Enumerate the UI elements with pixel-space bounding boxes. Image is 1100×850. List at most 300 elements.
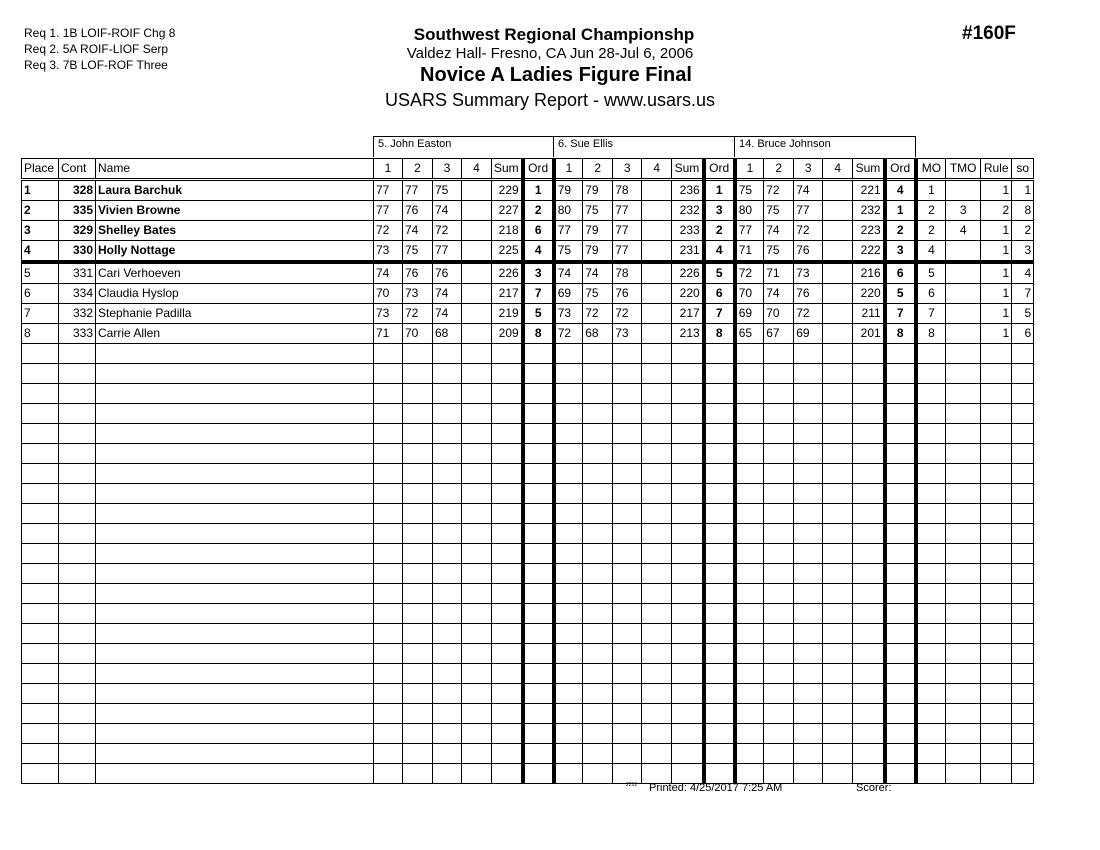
empty-cell — [433, 504, 462, 524]
empty-cell — [916, 644, 946, 664]
empty-cell — [492, 764, 523, 784]
empty-cell — [523, 524, 554, 544]
judge-2-score-4 — [642, 324, 672, 344]
empty-cell — [823, 744, 853, 764]
empty-cell — [554, 544, 583, 564]
empty-cell — [642, 544, 672, 564]
empty-cell — [672, 664, 704, 684]
empty-cell — [1012, 524, 1034, 544]
empty-cell — [735, 404, 764, 424]
empty-cell — [735, 644, 764, 664]
empty-cell — [794, 384, 823, 404]
empty-cell — [403, 604, 433, 624]
empty-cell — [433, 644, 462, 664]
empty-cell — [1012, 684, 1034, 704]
empty-cell — [823, 664, 853, 684]
empty-cell — [22, 484, 59, 504]
empty-cell — [554, 344, 583, 364]
name-cell: Laura Barchuk — [96, 180, 374, 201]
empty-cell — [492, 744, 523, 764]
judge-2-ordinal: 3 — [704, 201, 735, 221]
judge-1-score-2: 72 — [403, 304, 433, 324]
empty-cell — [1012, 764, 1034, 784]
empty-cell — [613, 744, 642, 764]
empty-cell — [672, 484, 704, 504]
cont-cell: 332 — [59, 304, 96, 324]
rule-cell: 1 — [981, 304, 1012, 324]
empty-cell — [403, 524, 433, 544]
cont-cell: 330 — [59, 241, 96, 263]
empty-cell — [583, 744, 613, 764]
judge-1-score-2: 73 — [403, 284, 433, 304]
so-cell: 6 — [1012, 324, 1034, 344]
judge-1-ordinal: 1 — [523, 180, 554, 201]
empty-cell — [981, 564, 1012, 584]
empty-cell — [764, 404, 794, 424]
empty-cell — [492, 504, 523, 524]
judge-2-score-2: 79 — [583, 221, 613, 241]
empty-cell — [554, 684, 583, 704]
empty-cell — [554, 664, 583, 684]
empty-cell — [433, 604, 462, 624]
empty-cell — [59, 544, 96, 564]
empty-cell — [403, 384, 433, 404]
empty-cell — [672, 604, 704, 624]
empty-cell — [704, 744, 735, 764]
judge-2-score-2: 75 — [583, 284, 613, 304]
empty-cell — [981, 504, 1012, 524]
empty-cell — [1012, 624, 1034, 644]
judge-1-score-1: 73 — [374, 241, 403, 263]
empty-cell — [583, 544, 613, 564]
judge-1-score-2: 76 — [403, 262, 433, 284]
judge-3-score-1: 80 — [735, 201, 764, 221]
empty-cell — [96, 644, 374, 664]
empty-cell — [823, 464, 853, 484]
empty-cell — [403, 344, 433, 364]
empty-cell — [642, 744, 672, 764]
empty-row — [22, 624, 1034, 644]
empty-cell — [1012, 724, 1034, 744]
mo-cell: 2 — [916, 221, 946, 241]
judge-3-score-3: 74 — [794, 180, 823, 201]
empty-cell — [704, 444, 735, 464]
empty-cell — [613, 384, 642, 404]
empty-cell — [554, 564, 583, 584]
col-j2-4: 4 — [642, 159, 672, 180]
empty-cell — [433, 564, 462, 584]
col-j2-1: 1 — [554, 159, 583, 180]
empty-row — [22, 664, 1034, 684]
judge-3-score-4 — [823, 262, 853, 284]
empty-cell — [704, 484, 735, 504]
place-cell: 2 — [22, 201, 59, 221]
empty-cell — [853, 444, 885, 464]
empty-cell — [672, 744, 704, 764]
empty-cell — [613, 724, 642, 744]
empty-cell — [642, 664, 672, 684]
empty-cell — [96, 464, 374, 484]
empty-cell — [462, 664, 492, 684]
empty-cell — [853, 724, 885, 744]
empty-cell — [946, 664, 981, 684]
empty-cell — [59, 524, 96, 544]
empty-cell — [916, 424, 946, 444]
empty-cell — [22, 464, 59, 484]
empty-cell — [981, 524, 1012, 544]
empty-cell — [853, 624, 885, 644]
empty-cell — [823, 724, 853, 744]
empty-cell — [613, 604, 642, 624]
empty-cell — [946, 504, 981, 524]
empty-cell — [946, 524, 981, 544]
judge-3-score-4 — [823, 304, 853, 324]
judge-2-score-1: 80 — [554, 201, 583, 221]
empty-cell — [823, 644, 853, 664]
empty-cell — [374, 424, 403, 444]
empty-cell — [794, 404, 823, 424]
judge-3-score-2: 74 — [764, 221, 794, 241]
empty-cell — [735, 444, 764, 464]
judge-3-score-2: 75 — [764, 201, 794, 221]
empty-cell — [823, 544, 853, 564]
empty-cell — [374, 544, 403, 564]
empty-cell — [374, 404, 403, 424]
empty-cell — [823, 504, 853, 524]
empty-cell — [433, 424, 462, 444]
judge-1-score-1: 70 — [374, 284, 403, 304]
name-cell: Stephanie Padilla — [96, 304, 374, 324]
empty-cell — [794, 684, 823, 704]
empty-cell — [613, 684, 642, 704]
empty-cell — [946, 604, 981, 624]
judge-2-score-4 — [642, 241, 672, 263]
empty-cell — [492, 344, 523, 364]
empty-cell — [764, 504, 794, 524]
cont-cell: 328 — [59, 180, 96, 201]
judge-1-score-2: 74 — [403, 221, 433, 241]
place-cell: 4 — [22, 241, 59, 263]
empty-cell — [374, 764, 403, 784]
empty-cell — [794, 724, 823, 744]
empty-cell — [853, 604, 885, 624]
empty-cell — [981, 604, 1012, 624]
judge-2-ordinal: 7 — [704, 304, 735, 324]
empty-cell — [981, 384, 1012, 404]
tmo-cell — [946, 262, 981, 284]
judge-1-score-4 — [462, 284, 492, 304]
empty-cell — [1012, 464, 1034, 484]
empty-row — [22, 464, 1034, 484]
empty-cell — [885, 624, 916, 644]
empty-row — [22, 524, 1034, 544]
empty-cell — [492, 544, 523, 564]
place-cell: 1 — [22, 180, 59, 201]
judge-2-score-2: 75 — [583, 201, 613, 221]
empty-cell — [554, 444, 583, 464]
empty-cell — [433, 664, 462, 684]
cont-cell: 334 — [59, 284, 96, 304]
judge-2-score-2: 68 — [583, 324, 613, 344]
empty-cell — [433, 704, 462, 724]
empty-cell — [433, 364, 462, 384]
empty-cell — [981, 444, 1012, 464]
empty-cell — [946, 684, 981, 704]
empty-cell — [981, 644, 1012, 664]
empty-cell — [735, 604, 764, 624]
mo-cell: 1 — [916, 180, 946, 201]
empty-cell — [22, 364, 59, 384]
empty-cell — [672, 364, 704, 384]
empty-cell — [853, 364, 885, 384]
empty-cell — [22, 504, 59, 524]
empty-cell — [885, 484, 916, 504]
mo-cell: 5 — [916, 262, 946, 284]
empty-cell — [613, 584, 642, 604]
empty-cell — [96, 564, 374, 584]
judge-1-ordinal: 5 — [523, 304, 554, 324]
empty-cell — [583, 704, 613, 724]
empty-cell — [59, 704, 96, 724]
empty-cell — [704, 604, 735, 624]
col-j3-3: 3 — [794, 159, 823, 180]
empty-cell — [433, 484, 462, 504]
empty-cell — [403, 544, 433, 564]
empty-cell — [823, 564, 853, 584]
empty-cell — [764, 524, 794, 544]
empty-cell — [462, 524, 492, 544]
table-row — [22, 304, 1034, 324]
judge-2-score-1: 74 — [554, 262, 583, 284]
empty-cell — [885, 744, 916, 764]
empty-cell — [823, 524, 853, 544]
empty-cell — [853, 744, 885, 764]
judge-3-score-3: 76 — [794, 284, 823, 304]
empty-cell — [462, 444, 492, 464]
empty-cell — [22, 444, 59, 464]
column-header-row — [22, 159, 1034, 180]
empty-cell — [22, 564, 59, 584]
empty-row — [22, 504, 1034, 524]
rule-cell: 1 — [981, 284, 1012, 304]
empty-cell — [492, 664, 523, 684]
judge-3-ordinal: 8 — [885, 324, 916, 344]
empty-cell — [613, 564, 642, 584]
empty-cell — [59, 764, 96, 784]
empty-cell — [794, 584, 823, 604]
empty-cell — [403, 744, 433, 764]
empty-row — [22, 544, 1034, 564]
judge-3-ordinal: 4 — [885, 180, 916, 201]
judge-3-score-1: 70 — [735, 284, 764, 304]
empty-cell — [642, 444, 672, 464]
judge-2-score-2: 79 — [583, 241, 613, 263]
empty-cell — [523, 644, 554, 664]
empty-cell — [492, 724, 523, 744]
col-name: Name — [96, 159, 374, 180]
empty-cell — [554, 764, 583, 784]
empty-cell — [981, 664, 1012, 684]
empty-cell — [764, 764, 794, 784]
judge-1-ordinal: 8 — [523, 324, 554, 344]
empty-cell — [96, 724, 374, 744]
empty-cell — [885, 584, 916, 604]
empty-cell — [885, 664, 916, 684]
empty-cell — [764, 464, 794, 484]
empty-cell — [462, 344, 492, 364]
judge-1-score-3: 74 — [433, 201, 462, 221]
judge-3-score-2: 71 — [764, 262, 794, 284]
empty-cell — [433, 544, 462, 564]
empty-cell — [704, 764, 735, 784]
empty-cell — [22, 524, 59, 544]
empty-cell — [462, 404, 492, 424]
judge-1-score-3: 75 — [433, 180, 462, 201]
empty-cell — [403, 364, 433, 384]
empty-cell — [583, 344, 613, 364]
judge-2-ordinal: 1 — [704, 180, 735, 201]
judge-3-score-1: 71 — [735, 241, 764, 263]
venue-date: Valdez Hall- Fresno, CA Jun 28-Jul 6, 2006 — [406, 45, 694, 62]
empty-cell — [764, 344, 794, 364]
requirement-2: Req 2. 5A ROIF-LIOF Serp — [24, 42, 169, 56]
empty-cell — [672, 764, 704, 784]
empty-cell — [613, 424, 642, 444]
judge-3-score-4 — [823, 241, 853, 263]
empty-cell — [981, 744, 1012, 764]
empty-cell — [613, 664, 642, 684]
empty-cell — [613, 524, 642, 544]
empty-cell — [583, 684, 613, 704]
judge-3-score-4 — [823, 201, 853, 221]
empty-cell — [523, 624, 554, 644]
empty-cell — [1012, 364, 1034, 384]
col-j1-sum: Sum — [492, 159, 523, 180]
judge-1-score-1: 73 — [374, 304, 403, 324]
empty-cell — [433, 524, 462, 544]
empty-cell — [583, 464, 613, 484]
empty-cell — [523, 584, 554, 604]
judge-3-score-2: 72 — [764, 180, 794, 201]
judge-3-score-2: 70 — [764, 304, 794, 324]
judge-1-score-1: 72 — [374, 221, 403, 241]
judge-3-score-1: 77 — [735, 221, 764, 241]
empty-cell — [613, 484, 642, 504]
empty-cell — [916, 684, 946, 704]
empty-cell — [764, 424, 794, 444]
empty-cell — [492, 584, 523, 604]
empty-cell — [59, 664, 96, 684]
empty-cell — [1012, 504, 1034, 524]
empty-cell — [946, 584, 981, 604]
empty-row — [22, 484, 1034, 504]
cont-cell: 331 — [59, 262, 96, 284]
empty-cell — [374, 504, 403, 524]
empty-cell — [433, 444, 462, 464]
name-cell: Claudia Hyslop — [96, 284, 374, 304]
empty-cell — [946, 544, 981, 564]
empty-cell — [735, 364, 764, 384]
empty-cell — [735, 484, 764, 504]
judge-3-score-3: 72 — [794, 221, 823, 241]
empty-cell — [794, 544, 823, 564]
empty-cell — [492, 384, 523, 404]
empty-cell — [96, 384, 374, 404]
empty-cell — [794, 704, 823, 724]
empty-row — [22, 424, 1034, 444]
empty-cell — [642, 504, 672, 524]
col-j1-ord: Ord — [523, 159, 554, 180]
event-title: Novice A Ladies Figure Final — [420, 64, 692, 86]
empty-cell — [981, 584, 1012, 604]
empty-cell — [981, 404, 1012, 424]
empty-cell — [403, 504, 433, 524]
judge-2-score-4 — [642, 201, 672, 221]
empty-cell — [885, 444, 916, 464]
empty-cell — [853, 544, 885, 564]
empty-cell — [704, 524, 735, 544]
empty-cell — [433, 764, 462, 784]
judge-2-score-3: 78 — [613, 180, 642, 201]
empty-cell — [885, 764, 916, 784]
empty-cell — [735, 684, 764, 704]
judge-2-score-2: 72 — [583, 304, 613, 324]
empty-cell — [492, 524, 523, 544]
empty-cell — [642, 344, 672, 364]
judge-1-score-3: 68 — [433, 324, 462, 344]
empty-cell — [613, 444, 642, 464]
judge-3-score-4 — [823, 180, 853, 201]
empty-cell — [374, 484, 403, 504]
empty-cell — [1012, 544, 1034, 564]
empty-cell — [853, 464, 885, 484]
mo-cell: 8 — [916, 324, 946, 344]
judge-1-score-3: 76 — [433, 262, 462, 284]
empty-cell — [433, 684, 462, 704]
empty-cell — [735, 624, 764, 644]
judge-1-sum: 226 — [492, 262, 523, 284]
judge-2-ordinal: 2 — [704, 221, 735, 241]
judge-1-score-4 — [462, 241, 492, 263]
judge-2-header: 6. Sue Ellis — [553, 136, 735, 157]
judge-2-sum: 232 — [672, 201, 704, 221]
empty-cell — [462, 564, 492, 584]
empty-cell — [523, 744, 554, 764]
empty-cell — [916, 584, 946, 604]
empty-cell — [96, 764, 374, 784]
empty-cell — [704, 704, 735, 724]
empty-cell — [59, 644, 96, 664]
judge-2-score-4 — [642, 304, 672, 324]
judge-2-score-4 — [642, 180, 672, 201]
judge-1-score-4 — [462, 221, 492, 241]
empty-cell — [96, 344, 374, 364]
judge-3-score-1: 65 — [735, 324, 764, 344]
judge-3-ordinal: 2 — [885, 221, 916, 241]
empty-cell — [704, 724, 735, 744]
col-j1-2: 2 — [403, 159, 433, 180]
empty-row — [22, 644, 1034, 664]
empty-cell — [59, 604, 96, 624]
empty-cell — [1012, 664, 1034, 684]
empty-cell — [916, 464, 946, 484]
empty-cell — [554, 424, 583, 444]
empty-cell — [916, 604, 946, 624]
judge-2-score-4 — [642, 221, 672, 241]
empty-row — [22, 564, 1034, 584]
judge-2-sum: 220 — [672, 284, 704, 304]
empty-cell — [672, 724, 704, 744]
